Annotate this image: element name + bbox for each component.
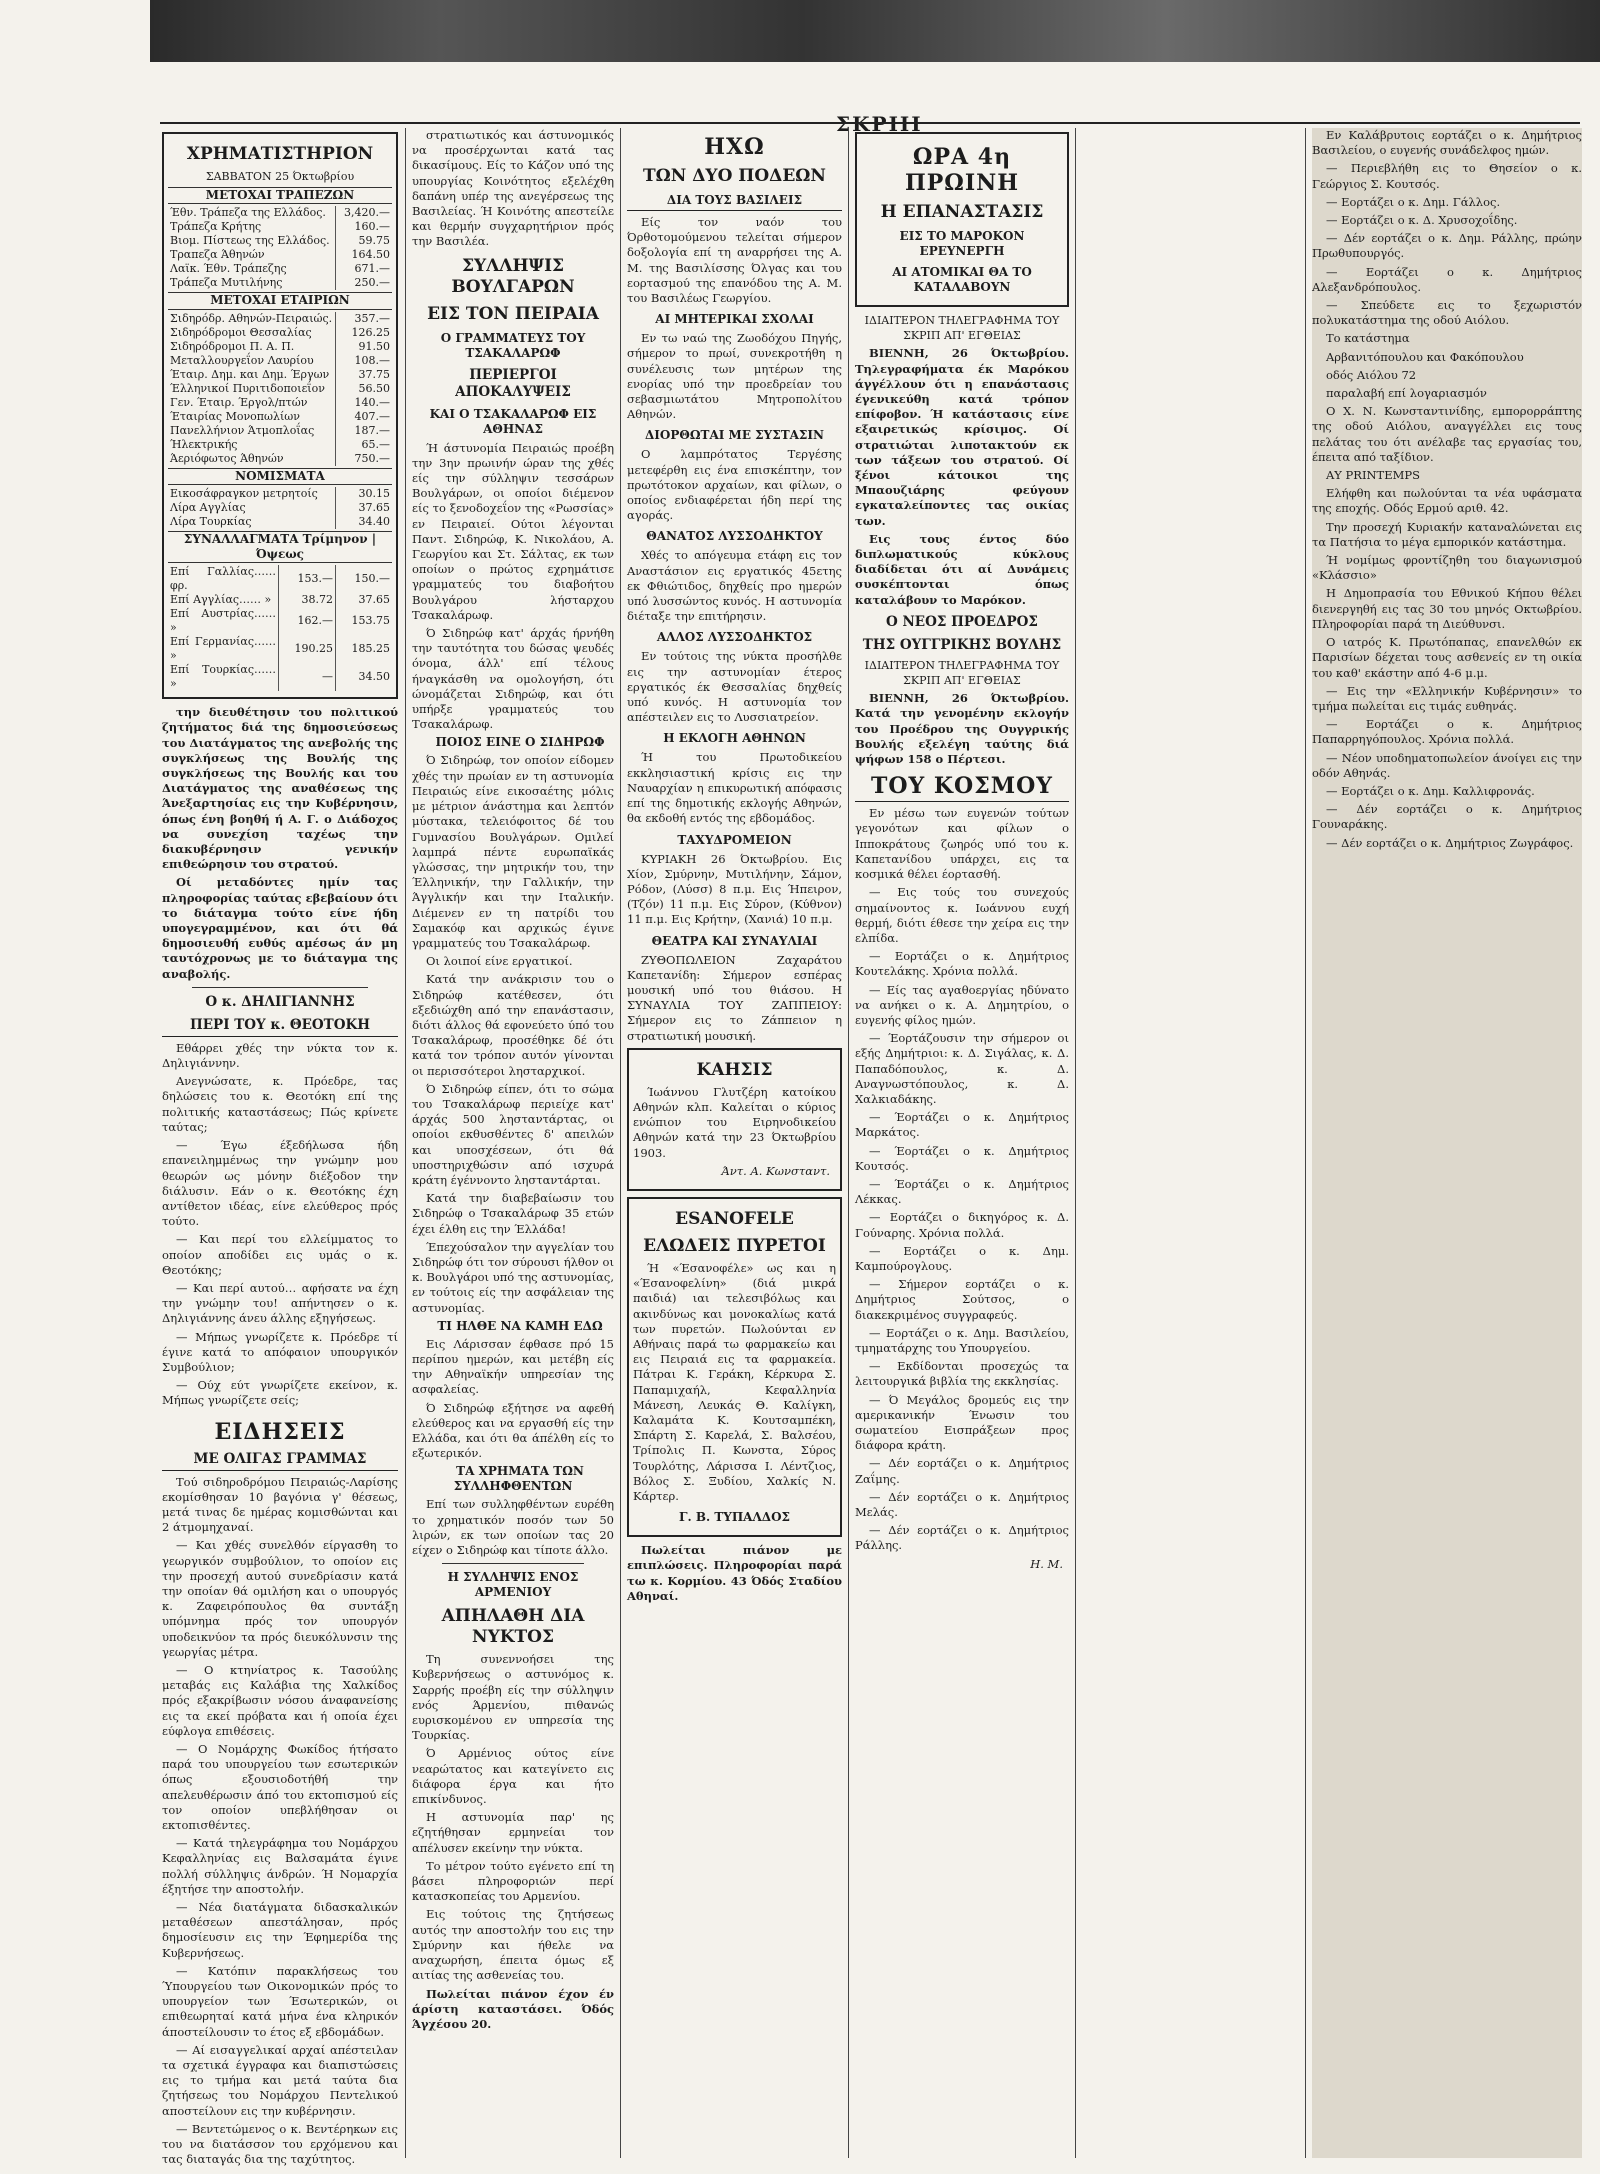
- ad-signature: Γ. Β. ΤΥΠΑΛΔΟΣ: [678, 1510, 791, 1525]
- news-item: — Βεντετώμενος ο κ. Βεντέρηκων εις του να διατάσσον του ερχόμενου και τας διαταγάς δια της ταχύτητος.: [162, 2121, 398, 2167]
- market-value: 108.—: [336, 354, 393, 368]
- classified-item: παραλαβή επί λογαριασμόν: [1326, 386, 1487, 401]
- classified-item: — Νέον υποδηματοπωλείον άνοίγει εις την οδόν Αθηνάς.: [1312, 750, 1582, 780]
- news-item: — Νέα διατάγματα διδασκαλικών μεταθέσεων απεστάλησαν, πρός δημοσίευσιν εις την Έφημερίδα της Κυβερνήσεως.: [162, 1900, 398, 1960]
- story-paragraph: — Και περί του ελλείμματος το οποίον αποδίδει εις υμάς ο κ. Θεοτόκης;: [162, 1232, 398, 1277]
- market-name: Ήλεκτρικής: [170, 437, 238, 451]
- column-2: [412, 128, 614, 2158]
- separator: [192, 987, 368, 988]
- classified-item: ΑΥ PRINTEMPS: [1326, 468, 1421, 483]
- story-paragraph: — Και περί αυτού… αφήσατε να έχη την γνώμην του! απήντησεν ο κ. Δηλιγιάννης άνευ άλλης εξηγήσεως.: [162, 1280, 398, 1326]
- society-title: ΤΟΥ ΚΟΣΜΟΥ: [855, 773, 1069, 802]
- market-row: [168, 565, 392, 593]
- hungary-title: Ο ΝΕΟΣ ΠΡΟΕΔΡΟΣ: [886, 613, 1038, 630]
- classified-item: Το κατάστημα: [1326, 331, 1410, 346]
- market-row: [168, 354, 392, 368]
- market-name: Μεταλλουργεΐον Λαυρίου: [170, 353, 314, 367]
- powers-headline: ΑΙ ΑΤΟΜΙΚΑΙ ΘΑ ΤΟ ΚΑΤΑΛΑΒΟΥΝ: [892, 265, 1032, 294]
- column5-body: [1312, 128, 1582, 851]
- market-name: Τραπεζα Άθηνών: [170, 248, 265, 262]
- story-paragraph: Εις τούτοις της ζητήσεως αυτός την αποστολήν του εις την Σμύρνην και ήθελε να αναχωρήση, έπειτα όμως εξ αιτίας της ασθενείας του.: [412, 1907, 614, 1983]
- market-row: [168, 326, 392, 340]
- echo-title: ΗΧΩ: [704, 134, 765, 160]
- section1-title: ΑΙ ΜΗΤΕΡΙΚΑΙ ΣΧΟΛΑΙ: [655, 312, 814, 327]
- column-4: [855, 128, 1069, 2158]
- market-row: [168, 635, 392, 663]
- society-item: — Έορτάζουσιν την σήμερον οι εξής Δημήτριοι: κ. Δ. Σιγάλας, κ. Δ. Παπαδόπουλος, κ. Δ. Αναγνωστόπουλος, κ. Δ. Χαλκιαδάκης.: [855, 1031, 1069, 1106]
- market-value: 357.—: [336, 312, 393, 326]
- market-name: Σιδηρόδρ. Αθηνών-Πειραιώς.: [170, 311, 333, 325]
- section2-title: ΔΙΟΡΘΩΤΑΙ ΜΕ ΣΥΣΤΑΣΙΝ: [644, 428, 824, 443]
- classified-item: Η Δημοπρασία του Εθνικού Κήπου θέλει διενεργηθή εις τας 30 του μηνός Οκτωβρίου. Πληροφορίαι παρά τη Διεύθυνσι.: [1312, 586, 1582, 631]
- arrest-subtitle: Ο ΓΡΑΜΜΑΤΕΥΣ ΤΟΥ ΤΣΑΚΑΛΑΡΩΦ: [440, 330, 586, 360]
- dateline-1: ΙΔΙΑΙΤΕΡΟΝ ΤΗΛΕΓΡΑΦΗΜΑ ΤΟΥ ΣΚΡΙΠ ΑΠ' ΕΓΘΕΙΑΣ: [864, 314, 1060, 343]
- classified-item: Ελήφθη και πωλούνται τα νέα υφάσματα της εποχής. Οδός Ερμού αριθ. 42.: [1312, 486, 1582, 516]
- news-item: — Και χθές συνελθόν είργασθη το γεωργικόν συμβούλιον, το οποίον εις την προσεχή αυτού συνεδρίασιν κατά την οποίαν θά ομιλήση και ο υπουργός κ. Ζαφειρόπουλος θα συντάξη υπόμνημα πρός τον υπουργόν υποδεικνύον τα πρός διευκόλυνσιν της γεωργίας μέτρα.: [162, 1538, 398, 1659]
- news-title: ΕΙΔΗΣΕΙΣ: [214, 1418, 346, 1445]
- society-item: — Έορτάζει ο κ. Δημήτριος Λέκκας.: [855, 1176, 1069, 1207]
- market-name: Τράπεζα Κρήτης: [170, 220, 262, 234]
- notice-signature: Άντ. Α. Κωνσταντ.: [721, 1163, 830, 1178]
- story-paragraph: Ό Αρμένιος ούτος είνε νεαρώτατος και κατεγίνετο εις διάφορα έργα και ήτο επικίνδυνος.: [412, 1746, 614, 1807]
- market-value: 140.—: [336, 396, 393, 410]
- story1-subtitle: ΠΕΡΙ ΤΟΥ κ. ΘΕΟΤΟΚΗ: [162, 1017, 398, 1037]
- notice-text: Ίωάννου Γλυτζέρη κατοίκου Αθηνών κλπ. Καλείται ο κύριος ενώπιον του Ειρηνοδικείου Αθηνών κατά την 23 Όκτωβρίου 1903.: [633, 1084, 836, 1160]
- story-paragraph: — Ούχ εύτ γνωρίζετε εκείνον, κ. Μήπως γνωρίζετε σείς;: [162, 1378, 398, 1408]
- society-signature: Η. Μ.: [1030, 1556, 1063, 1571]
- market-name: Επί Αυστρίας…… »: [170, 607, 276, 635]
- column-3: [627, 128, 842, 2158]
- classified-item: Ο ιατρός Κ. Πρωτόπαπας, επανελθών εκ Παρισίων δέχεται τους ασθενείς εν τη οικία του καθ' εκάστην από 4-6 μ.μ.: [1312, 635, 1582, 680]
- story1-title: Ο κ. ΔΗΛΙΓΙΑΝΝΗΣ: [205, 993, 355, 1010]
- column-divider: [1305, 128, 1306, 2158]
- section2-text: Ο λαμπρότατος Τεργέσης μετεφέρθη εις ένα επισκέπτην, τον πρωτότοκον αρχαίων, και φίλων, ο οποίος ενδιαφέρεται ήδη περί της αγοράς.: [627, 447, 842, 523]
- market-value: 407.—: [336, 410, 393, 424]
- society-item: — Εορτάζει ο κ. Δημήτριος Κουτελάκης. Χρόνια πολλά.: [855, 949, 1069, 979]
- classified-item: — Δέν εορτάζει ο κ. Δημήτριος Ζωγράφος.: [1326, 835, 1574, 850]
- market-value: 185.25: [336, 635, 393, 663]
- classified-item: — Εορτάζει ο κ. Δημ. Καλλιφρονάς.: [1326, 783, 1535, 798]
- society-body: [855, 806, 1069, 1553]
- hour-headline: ΩΡΑ 4η ΠΡΩΙΝΗ: [904, 144, 1020, 196]
- revolution-headline: Η ΕΠΑΝΑΣΤΑΣΙΣ: [880, 202, 1044, 222]
- society-item: — Εκδίδονται προσεχώς τα λειτουργικά βιβλία της εκκλησίας.: [855, 1359, 1069, 1389]
- society-item: — Έορτάζει ο κ. Δημήτριος Κουτσός.: [855, 1143, 1069, 1173]
- column-divider: [848, 128, 849, 2158]
- classified-item: Την προσεχή Κυριακήν καταναλώνεται εις τα Πατήσια το μέγα εμπορικόν κατάστημα.: [1312, 519, 1582, 549]
- story-paragraph: ΠΟΙΟΣ ΕΙΝΕ Ο ΣΙΔΗΡΩΦ: [435, 735, 605, 750]
- market-value: —: [279, 663, 336, 691]
- market-name: Επί Γαλλίας…… φρ.: [170, 565, 276, 593]
- page-number: ΣΚΡΙΙΙ: [836, 112, 923, 136]
- story-paragraph: Τη συνεννοήσει της Κυβερνήσεως ο αστυνόμος κ. Σαρρής προέβη είς την σύλληψιν ενός Άρμενίου, πιθανώς ευρισκομένου εν υπηρεσία της Τουρκίας.: [412, 1652, 614, 1743]
- story-paragraph: Κατά την διαβεβαίωσιν του Σιδηρώφ ο Τσακαλάρωφ 35 ετών έχει έλθη εις την Έλλάδα!: [412, 1191, 614, 1236]
- society-item: — Δέν εορτάζει ο κ. Δημήτριος Ράλλης.: [855, 1523, 1069, 1553]
- society-item: Εν μέσω των ευγενών τούτων γεγονότων και φίλων ο Ιπποκράτους ζωηρός υπό του κ. Καπετανίδου υπάρχει, εις τα κοσμικά θέλει έορτασθή.: [855, 806, 1069, 882]
- market-name: Εικοσάφραγκον μετρητοίς: [170, 486, 318, 500]
- market-row: [168, 382, 392, 396]
- ad-subtitle: ΕΛΩΔΕΙΣ ΠΥΡΕΤΟΙ: [643, 1235, 826, 1256]
- stock-exchange-date: ΣΑΒΒΑΤΟΝ 25 Όκτωβρίου: [205, 170, 355, 183]
- armenian-title: Η ΣΥΛΛΗΨΙΣ ΕΝΟΣ ΑΡΜΕΝΙΟΥ: [447, 1570, 579, 1600]
- news-item: Τού σιδηροδρόμου Πειραιώς-Λαρίσης εκομίσθησαν 10 βαγόνια γ' θέσεως, μετά τινας δε ημέρας κομισθώνται και 2 άτμομηχαναί.: [162, 1474, 398, 1535]
- society-item: — Εορτάζει ο κ. Δημ. Βασιλείου, τμηματάρχης του Υπουργείου.: [855, 1325, 1069, 1355]
- market-name: Λαϊκ. Έθν. Τράπεζης: [170, 262, 287, 276]
- market-row: [168, 410, 392, 424]
- piano-ad: Πωλείται πιάνον έχον έν άρίστη καταστάσει. Όδός Άγχέσου 20.: [412, 1986, 614, 2031]
- notice-title: ΚΑΗΣΙΣ: [696, 1059, 773, 1080]
- market-row: [168, 438, 392, 452]
- market-value: 162.—: [279, 607, 336, 635]
- society-item: — Σήμερον εορτάζει ο κ. Δημήτριος Σούτσος, ο διακεκριμένος συγγραφεύς.: [855, 1277, 1069, 1322]
- section5-title: Η ΕΚΛΟΓΗ ΑΘΗΝΩΝ: [663, 731, 806, 746]
- market-value: 34.40: [336, 515, 393, 529]
- section6-text: ΚΥΡΙΑΚΗ 26 Όκτωβρίου. Εις Χίον, Σμύρνην, Μυτιλήνην, Σάμον, Ρόδον, (Λύσσ) 8 π.μ. Εις Ήπειρον, (Τζόν) 11 π.μ. Εις Σύρον, (Κύθνον) 11 π.μ. Εις Κρήτην, (Χανιά) 10 π.μ.: [627, 851, 842, 927]
- society-item: — Είς τας αγαθοεργίας ηδύνατο να ανήκει ο κ. Α. Δημητρίου, ο ευγενής φίλος ημών.: [855, 982, 1069, 1027]
- exchange-table: [168, 565, 392, 691]
- market-value: 59.75: [336, 234, 393, 248]
- market-name: Λίρα Τουρκίας: [170, 514, 252, 528]
- market-value: 34.50: [336, 663, 393, 691]
- news-item: — Αί εισαγγελικαί αρχαί απέστειλαν τα σχετικά έγγραφα και διαπιστώσεις εις το τμήμα και μετά ταύτα δια ζητήσεως του Νομάρχου Πεντελικού αποστείλουν εις την κυβέρνησιν.: [162, 2042, 398, 2118]
- lead-paragraph-2: Οί μεταδόντες ημίν τας πληροφορίας ταύτας εβεβαίουν ότι το διάταγμα τούτο είνε ήδη υπογεγραμμένον, και ότι θά δημοσιευθή ευθύς αμέσως άν μη ταυτόχρονως με το διάταγμα της αναβολής.: [162, 875, 398, 981]
- market-value: 190.25: [279, 635, 336, 663]
- market-row: [168, 663, 392, 691]
- news-item: — Ο κτηνίατρος κ. Τασούλης μεταβάς εις Καλάβια της Χαλκίδος πρός εξακρίβωσιν νόσου άναφανείσης εις τα εκεί πρόβατα και ή οποία έχει εύφλογα επιθέσεις.: [162, 1662, 398, 1738]
- story-paragraph: — Έγω έξεδήλωσα ήδη επανειλημμένως την γνώμην μου θεωρών ως μόνην διέξοδον την διάλυσιν. Εάν ο κ. Θεοτόκης έχη αντίθετον ιδέας, είνε ελεύθερος πρός τούτο.: [162, 1138, 398, 1229]
- ad-title: ESANOFELE: [675, 1208, 794, 1229]
- market-value: 65.—: [336, 438, 393, 452]
- market-value: 38.72: [279, 593, 336, 607]
- column-divider: [620, 128, 621, 2158]
- market-value: 250.—: [336, 276, 393, 290]
- story-paragraph: Ό Σιδηρώφ, τον οποίον είδομεν χθές την πρωίαν εν τη αστυνομία Πειραιώς είνε εικοσαέτης μόλις με μέτριον άνάστημα και λεπτόν μύστακα, τελειόφοιτος δέ του Γυμνασίου Βουλγάρων. Ομιλεί λαμπρά πέντε ευρωπαϊκάς γλώσσας, την μητρικήν του, την Έλληνικήν, την Γαλλικήν, την Άγγλικήν και την Ιταλικήν. Διέμενεν εν τη πατρίδι του Σαμακόφ και αρχικώς έγινε γραμματεύς του Τσακαλάρωφ.: [412, 753, 614, 950]
- market-value: 126.25: [336, 326, 393, 340]
- section1-text: Εν τω ναώ της Ζωοδόχου Πηγής, σήμερον το πρωί, συνεκροτήθη η συνέλευσις των μητέρων της ενορίας υπό την προεδρείαν του σεβασμιωτάτου Μητροπολίτου Αθηνών.: [627, 331, 842, 422]
- story-paragraph: Ανεγνώσατε, κ. Πρόεδρε, τας δηλώσεις του κ. Θεοτόκη επί της πολιτικής καταστάσεως; Πώς κρίνετε ταύτας;: [162, 1074, 398, 1134]
- arrest-subtitle-2: ΠΕΡΙΕΡΓΟΙ ΑΠΟΚΑΛΥΨΕΙΣ: [455, 366, 571, 400]
- society-item: — Εορτάζει ο δικηγόρος κ. Δ. Γούναρης. Χρόνια πολλά.: [855, 1210, 1069, 1240]
- market-row: [168, 607, 392, 635]
- bank-shares-table: [168, 206, 392, 290]
- society-item: — Έορτάζει ο κ. Δημήτριος Μαρκάτος.: [855, 1110, 1069, 1140]
- stock-exchange-title: ΧΡΗΜΑΤΙΣΤΗΡΙΟΝ: [186, 144, 374, 164]
- market-row: [168, 340, 392, 354]
- column-5: [1312, 128, 1582, 2158]
- market-name: Επί Τουρκίας…… »: [170, 663, 276, 691]
- market-value: 91.50: [336, 340, 393, 354]
- arrest-subtitle-3: ΚΑΙ Ο ΤΣΑΚΑΛΑΡΩΦ ΕΙΣ ΑΘΗΝΑΣ: [429, 406, 597, 436]
- story-paragraph: — Μήπως γνωρίζετε κ. Πρόεδρε τί έγινε κατά το απόφαιον υπουργικόν Συμβούλιον;: [162, 1329, 398, 1374]
- section7-title: ΘΕΑΤΡΑ ΚΑΙ ΣΥΝΑΥΛΙΑΙ: [651, 933, 818, 948]
- market-value: 30.15: [336, 487, 393, 501]
- section3-title: ΘΑΝΑΤΟΣ ΛΥΣΣΟΔΗΚΤΟΥ: [646, 529, 823, 544]
- classified-item: — Περιεβλήθη εις το Θησείον ο κ. Γεώργιος Σ. Κουτσός.: [1312, 161, 1582, 191]
- market-name: Σιδηρόδρομοι Π. Α. Π.: [170, 339, 295, 353]
- market-value: 150.—: [336, 565, 393, 593]
- arrest-title-2: ΕΙΣ ΤΟΝ ΠΕΙΡΑΙΑ: [427, 303, 599, 324]
- story-paragraph: Ό Σιδηρώφ είπεν, ότι το σώμα του Τσακαλάρωφ περιείχε κατ' άρχάς 500 λησταντάρτας, οι οποίοι εκθυσθέντες δ' απειλών και υποσχέσεων, ότι θά υποστηριχθώσιν από ισχυρά κράτη έγέννοντο λησταντάρται.: [412, 1081, 614, 1187]
- news-item: — Κατόπιν παρακλήσεως του Ύπουργείου των Οικονομικών πρός το υπουργείον των Έσωτερικών, οι επιθεωρηταί κατά μήνα ένα κληρικόν άποστείλουσιν το έτος εξ εβδομάδων.: [162, 1963, 398, 2039]
- market-name: Πανελλήνιον Άτμοπλοΐας: [170, 423, 315, 437]
- market-value: 153.—: [279, 565, 336, 593]
- market-row: [168, 276, 392, 290]
- echo-intro: Είς τον ναόν του Όρθοτομούμενου τελείται σήμερον δοξολογία επί τη αναρρήσει της Α. Μ. της Βασιλίσσης Όλγας και του εορτασμού της επανόδου της Α. Μ. του Βασιλέως Γεωργίου.: [627, 215, 842, 306]
- dateline-2: ΙΔΙΑΙΤΕΡΟΝ ΤΗΛΕΓΡΑΦΗΜΑ ΤΟΥ ΣΚΡΙΠ ΑΠ' ΕΓΘΕΙΑΣ: [864, 658, 1060, 688]
- news-item: — Κατά τηλεγράφημα του Νομάρχου Κεφαλληνίας εις Βαλσαμάτα έγινε πολλή σύλληψις άνδρών. Ή Νομαρχία έξητήσε την αποστολήν.: [162, 1836, 398, 1896]
- classified-item: Εν Καλάβρυτοις εορτάζει ο κ. Δημήτριος Βασιλείου, ο ευγενής συνάδελφος ημών.: [1312, 128, 1582, 158]
- market-name: Επί Γερμανίας…… »: [170, 635, 276, 663]
- classified-item: — Σπεύδετε εις το ξεχωριστόν πολυκατάστημα της οδού Αιόλου.: [1312, 298, 1582, 328]
- story-paragraph: Ό Σιδηρώφ εξήτησε να αφεθή ελεύθερος και να εργασθή είς την Ελλάδα, και ότι θα άπέλθη είς το εξωτερικόν.: [412, 1400, 614, 1461]
- bank-shares-header: ΜΕΤΟΧΑΙ ΤΡΑΠΕΖΩΝ: [168, 187, 392, 204]
- top-paragraph: στρατιωτικός και άστυνομικός να προσέρχωνται κατά τας δικασίμους. Είς το Κάζον υπό της υπουργίας Κοινότητος εξελέχθη δαπάνη υπέρ της ανεγέρσεως της Βασιλείας. Ή Κοινότης απεστείλε και θερμήν συγχαρητήριον πρός την Βασιλέα.: [412, 128, 614, 249]
- market-value: 750.—: [336, 452, 393, 466]
- market-name: Τράπεζα Μυτιλήνης: [170, 276, 283, 290]
- classified-item: Ο Χ. Ν. Κωνσταντινίδης, εμπορορράπτης της οδού Αιόλου, αναγγέλλει εις τους πελάτας του ότι ανέλαβε τας εργασίας του, έπειτα από ταξίδιον.: [1312, 404, 1582, 464]
- classified-item: — Δέν εορτάζει ο κ. Δημήτριος Γουναράκης.: [1312, 802, 1582, 832]
- story-paragraph: Ό Σιδηρώφ κατ' άρχάς ήρνήθη την ταυτότητα του δώσας ψευδές όνομα, άλλ' επί τέλους ήναγκάσθη να ομολογήση, ότι ώνομάζεται Σιδηρώφ, και ότι υπήρξε γραμματεύς του Τσακαλάρωφ.: [412, 626, 614, 732]
- market-row: [168, 452, 392, 466]
- society-item: — Δέν εορτάζει ο κ. Δημήτριος Ζαΐμης.: [855, 1456, 1069, 1486]
- market-row: [168, 515, 392, 529]
- notice-box: [627, 1048, 842, 1191]
- market-value: 671.—: [336, 262, 393, 276]
- story-paragraph: Οι λοιποί είνε εργατικοί.: [426, 954, 573, 969]
- company-shares-table: [168, 312, 392, 466]
- market-row: [168, 368, 392, 382]
- market-row: [168, 262, 392, 276]
- news-subtitle: ΜΕ ΟΛΙΓΑΣ ΓΡΑΜΜΑΣ: [162, 1451, 398, 1471]
- column-divider: [405, 128, 406, 2158]
- story-paragraph: Η αστυνομία παρ' ης εζητήθησαν ερμηνείαι τον απέλυσεν εκείνην την νύκτα.: [412, 1810, 614, 1855]
- classified-item: Αρβανιτόπουλου και Φακόπουλου: [1326, 349, 1524, 364]
- news-body: [162, 1475, 398, 2168]
- market-value: 164.50: [336, 248, 393, 262]
- story-paragraph: Το μέτρον τούτο εγένετο επί τη βάσει πληροφοριών περί κατασκοπείας του Αρμενίου.: [412, 1858, 614, 1904]
- stock-exchange-box: [162, 132, 398, 699]
- story1-body: [162, 1041, 398, 1409]
- news-item: — Ο Νομάρχης Φωκίδος ήτήσατο παρά του υπουργείου των εσωτερικών όπως εξουσιοδοτήθή την απελευθέρωσιν άπό του εκτοπισμού είς τον οποίον υπεβλήθησαν οι εκτοπισθέντες.: [162, 1742, 398, 1833]
- piano-ad-2: Πωλείται πιάνον με επιπλώσεις. Πληροφορίαι παρά τω κ. Κορμίου. 43 Όδός Σταδίου Αθηναί.: [627, 1543, 842, 1603]
- header-rule: [160, 122, 1580, 124]
- market-value: 37.65: [336, 501, 393, 515]
- market-value: 153.75: [336, 607, 393, 635]
- top-dark-band: [150, 0, 1600, 62]
- market-row: [168, 487, 392, 501]
- story-paragraph: Κατά την ανάκρισιν του ο Σιδηρώφ κατέθεσεν, ότι εξεδιώχθη από την επανάστασιν, διότι άλλος θά εφονεύετο ύπό του Τσακαλάρωφ, προσέθηκε δέ ότι κατά τον τρόπον αυτόν γίνονται οι περισσότεροι λησταρχικοί.: [412, 972, 614, 1078]
- esanofele-ad: [627, 1197, 842, 1537]
- market-name: Σιδηρόδρομοι Θεσσαλίας: [170, 325, 312, 339]
- section3-text: Χθές το απόγευμα ετάφη εις τον Αναστάσιον εις εργατικός 45ετης εκ Φθιώτιδος, δηχθείς προ ημερών υπό λυσσώντος κυνός. Η αστυνομία διέταξε την επιτήρησιν.: [627, 548, 842, 624]
- classified-item: — Εορτάζει ο κ. Δημήτριος Παπαρρηγόπουλος. Χρόνια πολλά.: [1312, 717, 1582, 747]
- classified-item: οδός Αιόλου 72: [1326, 367, 1417, 382]
- story-paragraph: Επί των συλληφθέντων ευρέθη το χρηματικόν ποσόν των 50 λιρών, εκ των οποίων τας 20 είχεν ο Σιδηρώφ και τίποτε άλλο.: [412, 1497, 614, 1558]
- classified-item: — Εορτάζει ο κ. Δημ. Γάλλος.: [1326, 194, 1501, 209]
- story-paragraph: ΤΑ ΧΡΗΜΑΤΑ ΤΩΝ ΣΥΛΛΗΦΘΕΝΤΩΝ: [453, 1464, 584, 1494]
- classified-item: Ή νομίμως φροντίζηθη του διαγωνισμού «Κλάσσιο»: [1312, 553, 1582, 583]
- dispatch-2: ΒΙΕΝΝΗ, 26 Όκτωβρίου. Κατά την γενομένην εκλογήν του Προέδρου της Ουγγρικής Βουλής εξελέγη ταύτης διά ψήφων 158 ο Πέρτεσι.: [855, 691, 1069, 767]
- market-row: [168, 396, 392, 410]
- arrest-body: [412, 441, 614, 1559]
- market-name: Άεριόφωτος Άθηνών: [170, 451, 284, 465]
- society-item: — Ό Μεγάλος δρομεύς εις την αμερικανικήν Ένωσιν του σωματείου Εισπράξεων προς διάφορα κράτη.: [855, 1392, 1069, 1453]
- story-paragraph: Ή άστυνομία Πειραιώς προέβη την 3ην πρωινήν ώραν της χθές είς την σύλληψιν τεσσάρων Βουλγάρων, οι οποίοι διέμενον είς το ξενοδοχεΐον της «Ρωσσίας» εν Πειραιεί. Ούτοι λέγονται Παντ. Σιδηρώφ, Κ. Νικολάου, Α. Γεωργίου και Στ. Σάλτας, εκ των οποίων ο πρώτος εχρημάτισε γραμματεύς του διαβοήτου Βουλγάρου λήσταρχου Τσακαλάρωφ.: [412, 440, 614, 622]
- market-value: 187.—: [336, 424, 393, 438]
- market-name: Γεν. Έταιρ. Έργολ/πτών: [170, 395, 308, 409]
- exchange-header: ΣΥΝΑΛΛΑΓΜΑΤΑ Τρίμηνον | Όψεως: [168, 531, 392, 563]
- market-row: [168, 206, 392, 220]
- market-name: Βιομ. Πίστεως της Ελλάδος.: [170, 234, 330, 248]
- story-paragraph: ΤΙ ΗΛΘΕ ΝΑ ΚΑΜΗ ΕΔΩ: [437, 1318, 603, 1333]
- market-row: [168, 593, 392, 607]
- coins-header: ΝΟΜΙΣΜΑΤΑ: [168, 468, 392, 485]
- morocco-headline: ΕΙΣ ΤΟ ΜΑΡΟΚΟΝ ΕΡΕΥΝΕΡΓΗ: [899, 229, 1025, 258]
- coins-table: [168, 487, 392, 529]
- market-row: [168, 312, 392, 326]
- echo-subtitle: ΔΙΑ ΤΟΥΣ ΒΑΣΙΛΕΙΣ: [627, 193, 842, 211]
- section5-text: Ή του Πρωτοδικείου εκκλησιαστική κρίσις εις την Ναυαρχίαν η επικυρωτική απόφασις επί της δημοτικής εκλογής Αθηνών, θα εκδοθή εντός της εβδομάδος.: [627, 750, 842, 826]
- section4-text: Εν τούτοις της νύκτα προσήλθε εις την αστυνομίαν έτερος εργατικός έκ Θεσσαλίας δηχθείς υπό κυνός. Η αστυνομία τον απέστειλεν εις το Λυσσιατρείον.: [627, 649, 842, 725]
- morocco-headline-box: [855, 132, 1069, 307]
- classified-item: — Εορτάζει ο κ. Δημήτριος Αλεξανδρόπουλος.: [1312, 264, 1582, 294]
- dispatch-1b: Εις τους έντος δύο διπλωματικούς κύκλους διαδίδεται ότι αί Δυνάμεις συσκέπτονται όπως καταλάβουν το Μαρόκον.: [855, 531, 1069, 607]
- armenian-body: [412, 1652, 614, 1983]
- society-item: — Εορτάζει ο κ. Δημ. Καμπούρογλους.: [855, 1243, 1069, 1273]
- market-value: 37.65: [336, 593, 393, 607]
- market-value: 37.75: [336, 368, 393, 382]
- classified-item: — Εορτάζει ο κ. Δ. Χρυσοχοΐδης.: [1326, 213, 1518, 228]
- ad-text: Ή «Έσανοφέλε» ως και η «Έσανοφελίνη» (διά μικρά παιδιά) ιαι τελεσιβόλως και ακινδύνως και μονοκαλίως κατά των πυρετών. Πωλούνται εν Αθήναις παρά τω φαρμακείω και εις Πειραιά εις τα φαρμακεία. Πάτραι Κ. Γεράκη, Κέρκυρα Σ. Παπαμιχαήλ, Κεφαλληνία Μάνεση, Λευκάς Θ. Καλίγκη, Καλαμάτα Κ. Κουτσαμπέκη, Σπάρτη Σ. Καρελά, Σ. Βαλσέου, Τρίπολις Π. Κωνστα, Σύρος Τουρλότης, Λάρισσα Ι. Λέντζιος, Βόλος Σ. Ξυδίου, Χαλκίς Ν. Κάρτερ.: [633, 1260, 836, 1503]
- market-value: 56.50: [336, 382, 393, 396]
- armenian-subtitle: ΑΠΗΛΑΘΗ ΔΙΑ ΝΥΚΤΟΣ: [441, 1606, 585, 1648]
- arrest-title: ΣΥΛΛΗΨΙΣ ΒΟΥΛΓΑΡΩΝ: [451, 255, 575, 297]
- story-paragraph: Εθάρρει χθές την νύκτα τον κ. Δηλιγιάννην.: [162, 1040, 398, 1071]
- market-row: [168, 501, 392, 515]
- section7-text: ΖΥΘΟΠΩΛΕΙΟΝ Ζαχαράτου Καπετανίδη: Σήμερον εσπέρας μουσική υπό του θιάσου. Η ΣΥΝΑΥΛΙΑ ΤΟΥ ΖΑΠΠΕΙΟΥ: Σήμερον εις το Ζάππειον η στρατιωτική μουσική.: [627, 952, 842, 1043]
- market-row: [168, 248, 392, 262]
- story-paragraph: Εις Λάρισσαν έφθασε πρό 15 περίπου ημερών, και μετέβη είς την Αθηναϊκήν υπηρεσίαν της ασφαλείας.: [412, 1336, 614, 1397]
- column-1: [162, 128, 398, 2167]
- market-name: Έλληνικοί Πυριτιδοποιεΐον: [170, 381, 325, 395]
- separator: [442, 1563, 584, 1564]
- market-row: [168, 424, 392, 438]
- classified-item: — Δέν εορτάζει ο κ. Δημ. Ράλλης, πρώην Πρωθυπουργός.: [1312, 231, 1582, 261]
- society-item: — Εις τούς του συνεχούς σημαίνοντος κ. Ιωάννου ευχή θερμή, διότι έθεσε την χείρα εις την ελπίδα.: [855, 885, 1069, 945]
- market-name: Έταιρ. Δημ. και Δημ. Έργων: [170, 367, 330, 381]
- column-divider: [1075, 128, 1076, 2158]
- market-row: [168, 220, 392, 234]
- story-paragraph: Έπεχούσαλον την αγγελίαν του Σιδηρώφ ότι τον σύρουσι ήλθον οι κ. Βουλγάροι υπό της αστυνομίας, εν τούτοις είς την ασφάλειαν της αστυνομίας.: [412, 1239, 614, 1315]
- section4-title: ΑΛΛΟΣ ΛΥΣΣΟΔΗΚΤΟΣ: [656, 630, 813, 645]
- market-value: 3,420.—: [336, 206, 393, 220]
- market-name: Έταιρίας Μονοπωλίων: [170, 409, 300, 423]
- market-name: Λίρα Αγγλίας: [170, 500, 246, 514]
- classified-item: — Εις την «Ελληνικήν Κυβέρνησιν» το τμήμα πωλείται εις τιμάς ευθηνάς.: [1312, 683, 1582, 713]
- market-row: [168, 234, 392, 248]
- market-name: Επί Αγγλίας…… »: [170, 593, 272, 607]
- lead-paragraph: την διευθέτησιν του πολιτικού ζητήματος διά της δημοσιεύσεως του Διατάγματος της ανεβολής της συγκλήσεως της Βουλής της συγκλήσεως της Βουλής και του Διατάγματος της αναθέσεως της Άνεξαρτησίας εις την Κυβέρνησιν, όπως ένη βοηθή ή Α. Γ. ο Διάδοχος να συνεχίση ταχέως την διακυβέρνησιν γενικήν επιθεώρησιν του στρατού.: [162, 705, 398, 872]
- market-value: 160.—: [336, 220, 393, 234]
- section6-title: ΤΑΧΥΔΡΟΜΕΙΟΝ: [677, 832, 792, 847]
- company-shares-header: ΜΕΤΟΧΑΙ ΕΤΑΙΡΙΩΝ: [168, 292, 392, 309]
- dispatch-1: ΒΙΕΝΝΗ, 26 Όκτωβρίου. Τηλεγραφήματα έκ Μαρόκου άγγέλλουν ότι η επανάστασις έγενικεύθη κατά τρόπον επίφοβον. Ή κατάστασις είνε εξαιρετικώς κρίσιμος. Οί στρατιώται λιποτακτούν εκ των τάξεων του στρατού. Οί ξένοι κάτοικοι της Μπαουζιάρης φεύγουν εγκαταλείποντες τας οικίας των.: [855, 346, 1069, 528]
- society-item: — Δέν εορτάζει ο κ. Δημήτριος Μελάς.: [855, 1489, 1069, 1520]
- market-name: Έθν. Τράπεζα της Ελλάδος.: [170, 206, 326, 220]
- hungary-title-2: ΤΗΣ ΟΥΓΓΡΙΚΗΣ ΒΟΥΛΗΣ: [862, 636, 1062, 653]
- echo-title-2: ΤΩΝ ΔΥΟ ΠΟΔΕΩΝ: [643, 166, 826, 186]
